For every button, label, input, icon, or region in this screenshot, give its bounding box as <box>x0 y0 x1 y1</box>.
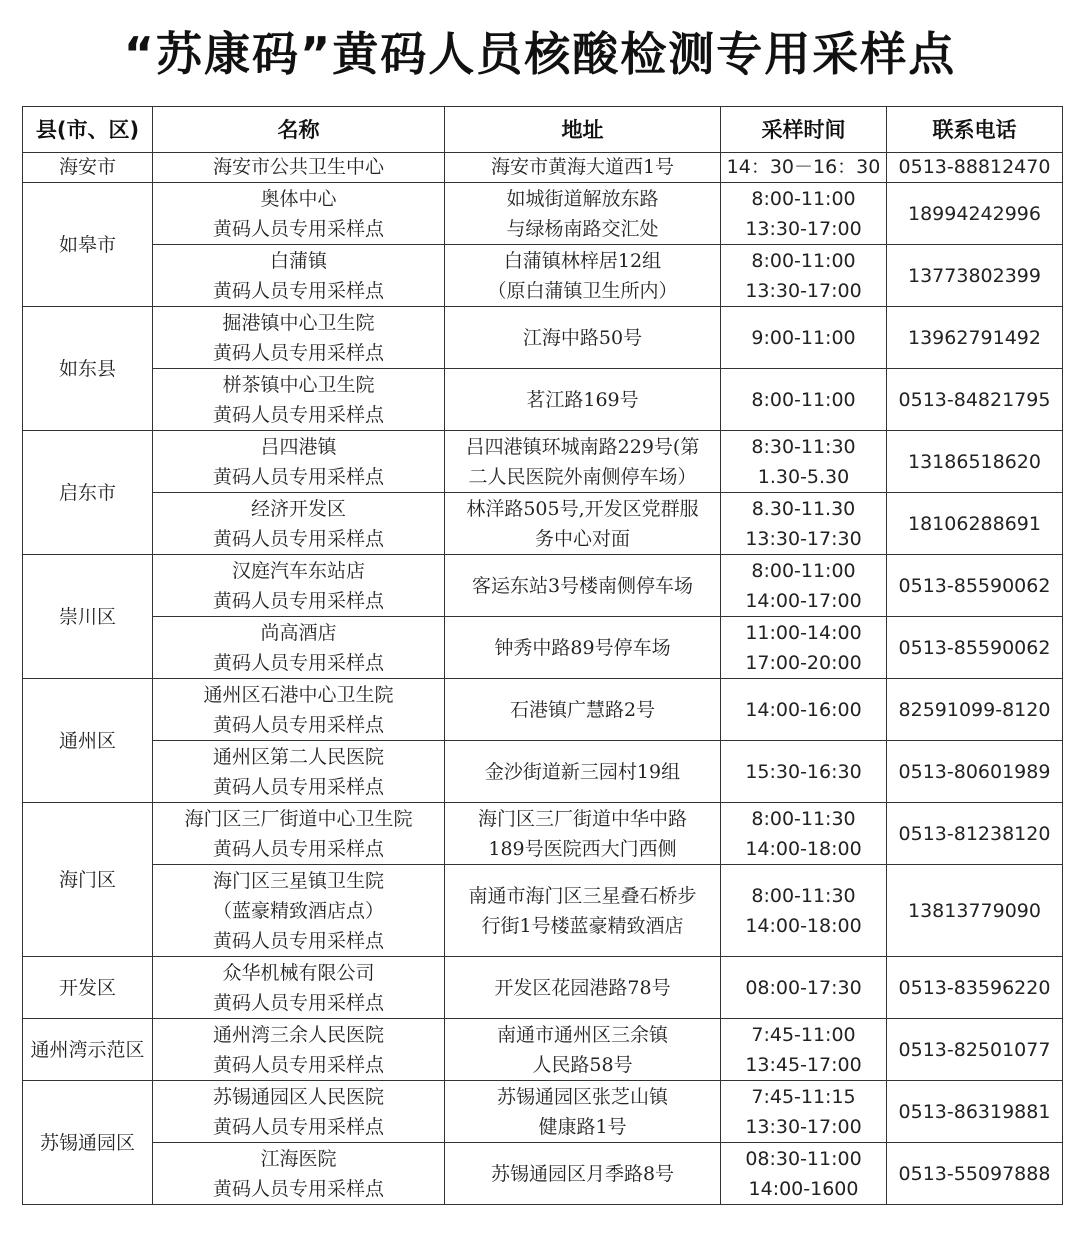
county-label: 启东市 <box>58 481 116 504</box>
address-line: 行街1号楼蓝豪精致酒店 <box>481 914 684 937</box>
name-cell <box>153 369 445 431</box>
address-line: 健康路1号 <box>538 1115 627 1138</box>
address-cell <box>445 431 721 493</box>
name-cell <box>153 741 445 803</box>
table-row <box>23 245 1063 307</box>
name-line: 通州区第二人民医院 <box>212 745 384 768</box>
table-row <box>23 493 1063 555</box>
phone-number: 18106288691 <box>908 512 1041 535</box>
name-line: 黄码人员专用采样点 <box>212 651 384 674</box>
phone-number: 0513-84821795 <box>898 388 1051 411</box>
phone-number: 13813779090 <box>908 899 1041 922</box>
address-cell <box>445 957 721 1019</box>
address-cell <box>445 245 721 307</box>
address-line: 189号医院西大门西侧 <box>488 837 677 860</box>
county-cell <box>23 183 153 307</box>
address-cell <box>445 369 721 431</box>
phone-number: 0513-86319881 <box>898 1100 1051 1123</box>
address-line: 二人民医院外南侧停车场） <box>468 465 697 488</box>
county-cell <box>23 555 153 679</box>
phone-cell <box>887 183 1063 245</box>
header-name: 名称 <box>153 107 445 153</box>
name-cell <box>153 555 445 617</box>
name-line: 黄码人员专用采样点 <box>212 527 384 550</box>
phone-cell <box>887 865 1063 957</box>
address-line: 石港镇广慧路2号 <box>509 698 656 721</box>
time-line: 14：30－16：30 <box>726 156 881 178</box>
county-label: 通州湾示范区 <box>30 1038 145 1061</box>
name-line: 通州区石港中心卫生院 <box>203 683 394 706</box>
table-header-row <box>23 107 1063 153</box>
time-line: 13:30-17:30 <box>745 527 862 550</box>
time-line: 13:30-17:00 <box>745 279 862 302</box>
time-cell <box>721 369 887 431</box>
name-line: 通州湾三余人民医院 <box>212 1023 384 1046</box>
address-line: （原白蒲镇卫生所内） <box>487 279 678 302</box>
name-cell <box>153 431 445 493</box>
name-line: 苏锡通园区人民医院 <box>212 1085 384 1108</box>
address-line: 海安市黄海大道西1号 <box>490 156 675 178</box>
address-cell <box>445 307 721 369</box>
time-line: 08:30-11:00 <box>745 1147 862 1170</box>
address-cell <box>445 679 721 741</box>
phone-cell <box>887 741 1063 803</box>
table-row <box>23 803 1063 865</box>
name-cell <box>153 307 445 369</box>
table-row <box>23 617 1063 679</box>
time-line: 17:00-20:00 <box>745 651 862 674</box>
time-line: 13:30-17:00 <box>745 1115 862 1138</box>
name-line: 海门区三厂街道中心卫生院 <box>184 807 413 830</box>
phone-cell <box>887 803 1063 865</box>
name-line: 黄码人员专用采样点 <box>212 217 384 240</box>
county-cell <box>23 1019 153 1081</box>
table-row <box>23 679 1063 741</box>
address-cell <box>445 493 721 555</box>
phone-number: 13186518620 <box>908 450 1041 473</box>
table-row <box>23 741 1063 803</box>
name-line: 黄码人员专用采样点 <box>212 775 384 798</box>
name-line: （蓝豪精致酒店点） <box>212 899 384 922</box>
time-line: 14:00-16:00 <box>745 698 862 721</box>
table-row <box>23 957 1063 1019</box>
county-label: 苏锡通园区 <box>39 1131 135 1154</box>
header-county: 县(市、区) <box>23 107 153 153</box>
address-line: 江海中路50号 <box>522 326 643 349</box>
phone-cell <box>887 1019 1063 1081</box>
time-line: 8:00-11:00 <box>751 187 856 210</box>
county-label: 崇川区 <box>58 605 116 628</box>
time-cell <box>721 1143 887 1205</box>
time-cell <box>721 245 887 307</box>
phone-number: 0513-88812470 <box>898 156 1051 178</box>
name-cell <box>153 617 445 679</box>
address-cell <box>445 617 721 679</box>
time-cell <box>721 493 887 555</box>
phone-cell <box>887 307 1063 369</box>
address-line: 茗江路169号 <box>526 388 639 411</box>
time-line: 1.30-5.30 <box>757 465 850 488</box>
address-line: 客运东站3号楼南侧停车场 <box>471 574 694 597</box>
name-cell <box>153 1019 445 1081</box>
time-cell <box>721 741 887 803</box>
name-line: 黄码人员专用采样点 <box>212 589 384 612</box>
address-cell <box>445 1019 721 1081</box>
time-cell <box>721 307 887 369</box>
time-cell <box>721 957 887 1019</box>
address-line: 白蒲镇林梓居12组 <box>503 249 662 272</box>
phone-number: 13773802399 <box>908 264 1041 287</box>
time-line: 8:00-11:00 <box>751 559 856 582</box>
phone-number: 0513-55097888 <box>898 1162 1051 1185</box>
time-cell <box>721 183 887 245</box>
time-line: 15:30-16:30 <box>745 760 862 783</box>
address-cell <box>445 1143 721 1205</box>
county-cell <box>23 957 153 1019</box>
name-cell <box>153 183 445 245</box>
name-line: 海安市公共卫生中心 <box>212 156 384 178</box>
phone-cell <box>887 1143 1063 1205</box>
time-line: 14:00-17:00 <box>745 589 862 612</box>
name-line: 海门区三星镇卫生院 <box>212 869 384 892</box>
county-label: 海门区 <box>58 868 116 891</box>
address-line: 南通市海门区三星叠石桥步 <box>468 884 697 907</box>
address-line: 苏锡通园区月季路8号 <box>490 1162 675 1185</box>
time-line: 14:00-18:00 <box>745 914 862 937</box>
phone-number: 18994242996 <box>908 202 1041 225</box>
name-line: 黄码人员专用采样点 <box>212 837 384 860</box>
time-line: 7:45-11:15 <box>751 1085 856 1108</box>
address-cell <box>445 1081 721 1143</box>
time-line: 8:00-11:30 <box>751 884 856 907</box>
table-row <box>23 555 1063 617</box>
time-cell <box>721 431 887 493</box>
phone-cell <box>887 245 1063 307</box>
address-line: 与绿杨南路交汇处 <box>506 217 659 240</box>
name-cell <box>153 245 445 307</box>
table-row <box>23 1081 1063 1143</box>
name-line: 黄码人员专用采样点 <box>212 465 384 488</box>
address-cell <box>445 865 721 957</box>
name-cell <box>153 1081 445 1143</box>
phone-cell <box>887 555 1063 617</box>
county-cell <box>23 431 153 555</box>
table-row <box>23 183 1063 245</box>
name-cell <box>153 957 445 1019</box>
address-cell <box>445 741 721 803</box>
table-row <box>23 369 1063 431</box>
name-line: 江海医院 <box>260 1147 337 1170</box>
header-address: 地址 <box>445 107 721 153</box>
county-label: 通州区 <box>58 729 116 752</box>
phone-cell <box>887 617 1063 679</box>
name-line: 黄码人员专用采样点 <box>212 929 384 952</box>
time-line: 11:00-14:00 <box>745 621 862 644</box>
time-line: 14:00-18:00 <box>745 837 862 860</box>
phone-cell <box>887 431 1063 493</box>
address-cell <box>445 803 721 865</box>
name-line: 黄码人员专用采样点 <box>212 279 384 302</box>
county-cell <box>23 153 153 183</box>
time-cell <box>721 803 887 865</box>
name-cell <box>153 803 445 865</box>
phone-cell <box>887 679 1063 741</box>
table-row <box>23 307 1063 369</box>
address-line: 如城街道解放东路 <box>506 187 659 210</box>
address-line: 林洋路505号,开发区党群服 <box>466 497 699 520</box>
time-line: 8:00-11:00 <box>751 249 856 272</box>
address-cell <box>445 153 721 183</box>
name-line: 吕四港镇 <box>260 435 337 458</box>
time-line: 08:00-17:30 <box>745 976 862 999</box>
time-cell <box>721 1081 887 1143</box>
name-line: 黄码人员专用采样点 <box>212 403 384 426</box>
name-line: 尚高酒店 <box>260 621 337 644</box>
county-cell <box>23 1081 153 1205</box>
table-row <box>23 1019 1063 1081</box>
name-line: 众华机械有限公司 <box>222 961 375 984</box>
time-line: 7:45-11:00 <box>751 1023 856 1046</box>
time-line: 13:30-17:00 <box>745 217 862 240</box>
county-label: 如东县 <box>58 357 116 380</box>
name-line: 黄码人员专用采样点 <box>212 1053 384 1076</box>
name-cell <box>153 1143 445 1205</box>
time-line: 9:00-11:00 <box>751 326 856 349</box>
name-cell <box>153 679 445 741</box>
phone-number: 0513-85590062 <box>898 636 1051 659</box>
county-cell <box>23 307 153 431</box>
name-line: 经济开发区 <box>250 497 346 520</box>
time-line: 8.30-11.30 <box>751 497 856 520</box>
time-line: 13:45-17:00 <box>745 1053 862 1076</box>
table-row <box>23 1143 1063 1205</box>
name-line: 黄码人员专用采样点 <box>212 1177 384 1200</box>
table-row <box>23 431 1063 493</box>
address-line: 钟秀中路89号停车场 <box>494 636 671 659</box>
phone-number: 0513-83596220 <box>898 976 1051 999</box>
name-line: 掘港镇中心卫生院 <box>222 311 375 334</box>
page-title: “苏康码”黄码人员核酸检测专用采样点 <box>123 27 957 81</box>
header-time: 采样时间 <box>721 107 887 153</box>
phone-number: 0513-85590062 <box>898 574 1051 597</box>
address-line: 海门区三厂街道中华中路 <box>477 807 687 830</box>
address-line: 开发区花园港路78号 <box>494 976 671 999</box>
table-row <box>23 153 1063 183</box>
name-line: 奥体中心 <box>260 187 337 210</box>
name-line: 白蒲镇 <box>269 249 327 272</box>
address-line: 苏锡通园区张芝山镇 <box>496 1085 668 1108</box>
name-cell <box>153 865 445 957</box>
phone-number: 82591099-8120 <box>898 698 1051 721</box>
phone-cell <box>887 153 1063 183</box>
address-line: 人民路58号 <box>532 1053 633 1076</box>
name-line: 栟茶镇中心卫生院 <box>222 373 375 396</box>
name-cell <box>153 493 445 555</box>
table-body <box>23 153 1063 1205</box>
name-cell <box>153 153 445 183</box>
header-phone: 联系电话 <box>887 107 1063 153</box>
county-label: 开发区 <box>58 976 116 999</box>
phone-number: 0513-82501077 <box>898 1038 1051 1061</box>
name-line: 汉庭汽车东站店 <box>231 559 365 582</box>
name-line: 黄码人员专用采样点 <box>212 1115 384 1138</box>
address-line: 务中心对面 <box>534 527 630 550</box>
address-cell <box>445 555 721 617</box>
time-cell <box>721 555 887 617</box>
phone-number: 13962791492 <box>908 326 1041 349</box>
time-cell <box>721 679 887 741</box>
county-cell <box>23 679 153 803</box>
phone-cell <box>887 493 1063 555</box>
time-cell <box>721 1019 887 1081</box>
sampling-sites-table <box>22 106 1063 1205</box>
county-label: 海安市 <box>58 156 116 178</box>
phone-number: 0513-81238120 <box>898 822 1051 845</box>
time-line: 8:00-11:30 <box>751 807 856 830</box>
address-line: 吕四港镇环城南路229号(第 <box>465 435 700 458</box>
name-line: 黄码人员专用采样点 <box>212 341 384 364</box>
phone-cell <box>887 1081 1063 1143</box>
address-line: 南通市通州区三余镇 <box>496 1023 668 1046</box>
table-row <box>23 865 1063 957</box>
time-line: 8:00-11:00 <box>751 388 856 411</box>
address-line: 金沙街道新三园村19组 <box>484 760 681 783</box>
time-cell <box>721 617 887 679</box>
county-label: 如皋市 <box>58 233 116 256</box>
time-line: 8:30-11:30 <box>751 435 856 458</box>
phone-number: 0513-80601989 <box>898 760 1051 783</box>
phone-cell <box>887 957 1063 1019</box>
name-line: 黄码人员专用采样点 <box>212 713 384 736</box>
address-cell <box>445 183 721 245</box>
county-cell <box>23 803 153 957</box>
phone-cell <box>887 369 1063 431</box>
name-line: 黄码人员专用采样点 <box>212 991 384 1014</box>
time-line: 14:00-1600 <box>748 1177 859 1200</box>
time-cell <box>721 865 887 957</box>
time-cell <box>721 153 887 183</box>
